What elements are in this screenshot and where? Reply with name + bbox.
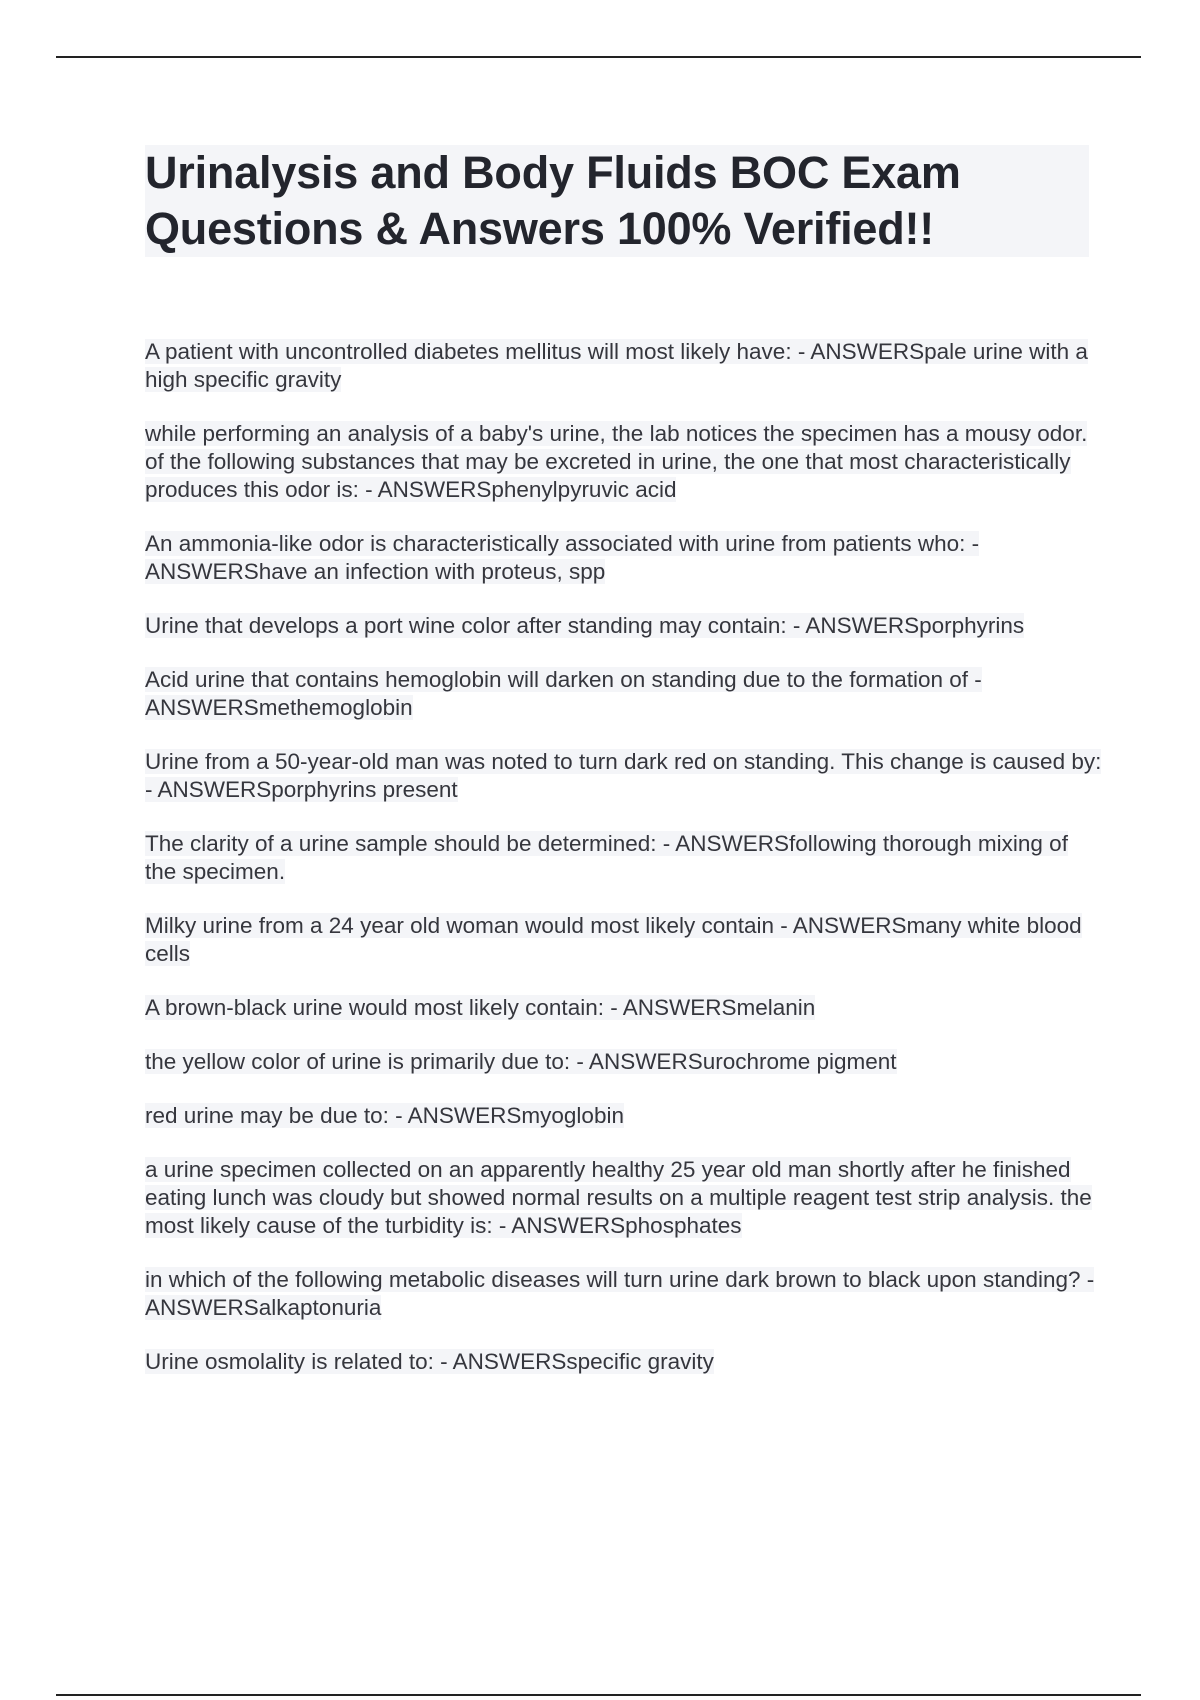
qa-text: in which of the following metabolic diseases will turn urine dark brown to black upon standing? - ANSWERSalkaptonuria [145,1267,1095,1320]
qa-text: a urine specimen collected on an apparently healthy 25 year old man shortly after he finished eating lunch was cloudy but showed normal results on a multiple reagent test strip analysis. the most likely cause of the turbidity is: - ANSWERSphosphates [145,1157,1092,1238]
qa-item [145,1102,1105,1130]
qa-text: An ammonia-like odor is characteristically associated with urine from patients who: - ANSWERShave an infection with proteus, spp [145,531,980,584]
qa-item [145,748,1105,804]
qa-text: Milky urine from a 24 year old woman would most likely contain - ANSWERSmany white blood cells [145,913,1082,966]
qa-text: Urine from a 50-year-old man was noted to turn dark red on standing. This change is caused by: - ANSWERSporphyrins present [145,749,1102,802]
qa-text: A brown-black urine would most likely contain: - ANSWERSmelanin [145,995,816,1020]
qa-item [145,1348,1105,1376]
qa-text: Acid urine that contains hemoglobin will darken on standing due to the formation of - ANSWERSmethemoglobin [145,667,982,720]
qa-text: Urine osmolality is related to: - ANSWERSspecific gravity [145,1349,714,1374]
qa-text: the yellow color of urine is primarily due to: - ANSWERSurochrome pigment [145,1049,897,1074]
qa-item [145,994,1105,1022]
title-block [145,145,1089,257]
qa-item [145,338,1105,394]
qa-text: The clarity of a urine sample should be determined: - ANSWERSfollowing thorough mixing of the specimen. [145,831,1068,884]
qa-item [145,530,1105,586]
qa-text: Urine that develops a port wine color after standing may contain: - ANSWERSporphyrins [145,613,1025,638]
qa-item [145,1048,1105,1076]
qa-text: while performing an analysis of a baby's urine, the lab notices the specimen has a mousy odor. of the following substances that may be excreted in urine, the one that most characteristically produces this odor is: - ANSWERSphenylpyruvic acid [145,421,1088,502]
qa-item [145,830,1105,886]
qa-text: red urine may be due to: - ANSWERSmyoglobin [145,1103,624,1128]
document-title: Urinalysis and Body Fluids BOC Exam Questions & Answers 100% Verified!! [145,147,961,254]
qa-item [145,1156,1105,1240]
top-rule [56,56,1141,58]
qa-item [145,612,1105,640]
qa-item [145,420,1105,504]
qa-item [145,912,1105,968]
qa-list [145,338,1105,1402]
qa-text: A patient with uncontrolled diabetes mellitus will most likely have: - ANSWERSpale urine with a high specific gravity [145,339,1088,392]
qa-item [145,666,1105,722]
bottom-rule [56,1694,1141,1696]
qa-item [145,1266,1105,1322]
